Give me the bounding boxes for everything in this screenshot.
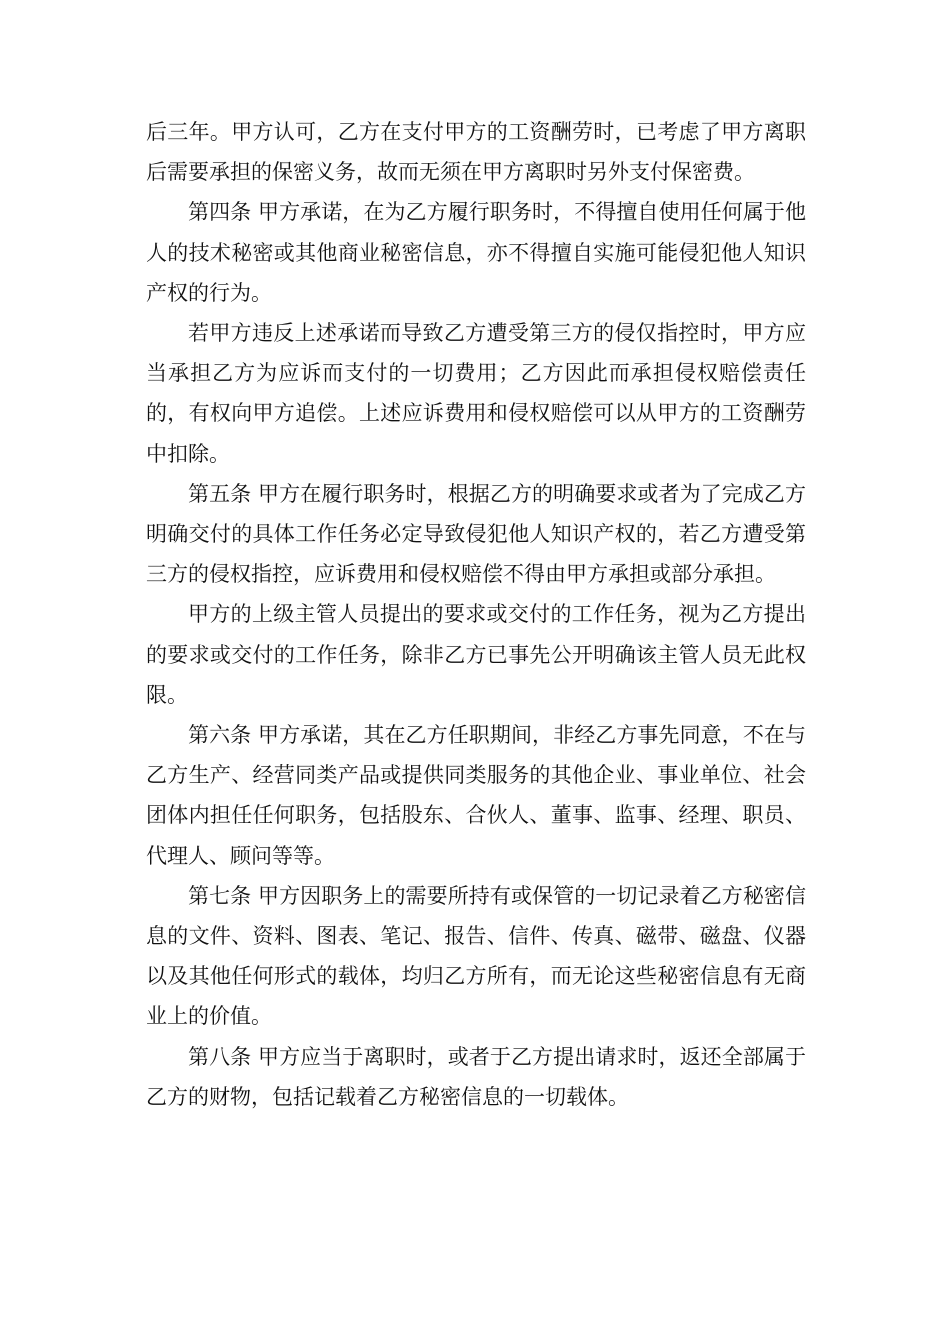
paragraph-article-6: 第六条 甲方承诺，其在乙方任职期间，非经乙方事先同意，不在与乙方生产、经营同类产品或提供同类服务的其他企业、事业单位、社会团体内担任任何职务，包括股东、合伙人、董事、监事、经理、职员、代理人、顾问等等。 [146, 723, 806, 868]
paragraph-article-5-supervisor: 甲方的上级主管人员提出的要求或交付的工作任务，视为乙方提出的要求或交付的工作任务，除非乙方已事先公开明确该主管人员无此权限。 [146, 602, 806, 707]
paragraph-article-5: 第五条 甲方在履行职务时，根据乙方的明确要求或者为了完成乙方明确交付的具体工作任务必定导致侵犯他人知识产权的，若乙方遭受第三方的侵权指控，应诉费用和侵权赔偿不得由甲方承担或部分承担。 [146, 481, 806, 587]
paragraph-article-7: 第七条 甲方因职务上的需要所持有或保管的一切记录着乙方秘密信息的文件、资料、图表、笔记、报告、信件、传真、磁带、磁盘、仪器以及其他任何形式的载体，均归乙方所有，而无论这些秘密信息有无商业上的价值。 [146, 883, 806, 1029]
document-page [146, 112, 806, 1117]
paragraph-article-4-liability: 若甲方违反上述承诺而导致乙方遭受第三方的侵仅指控时，甲方应当承担乙方为应诉而支付的一切费用；乙方因此而承担侵权赔偿责任的，有权向甲方追偿。上述应诉费用和侵权赔偿可以从甲方的工资酬劳中扣除。 [146, 321, 806, 466]
paragraph-article-8: 第八条 甲方应当于离职时，或者于乙方提出请求时，返还全部属于乙方的财物，包括记载着乙方秘密信息的一切载体。 [146, 1044, 806, 1109]
paragraph-continuation: 后三年。甲方认可，乙方在支付甲方的工资酬劳时，已考虑了甲方离职后需要承担的保密义务，故而无须在甲方离职时另外支付保密费。 [146, 120, 806, 185]
paragraph-article-4: 第四条 甲方承诺，在为乙方履行职务时，不得擅自使用任何属于他人的技术秘密或其他商业秘密信息，亦不得擅自实施可能侵犯他人知识产权的行为。 [146, 200, 806, 305]
